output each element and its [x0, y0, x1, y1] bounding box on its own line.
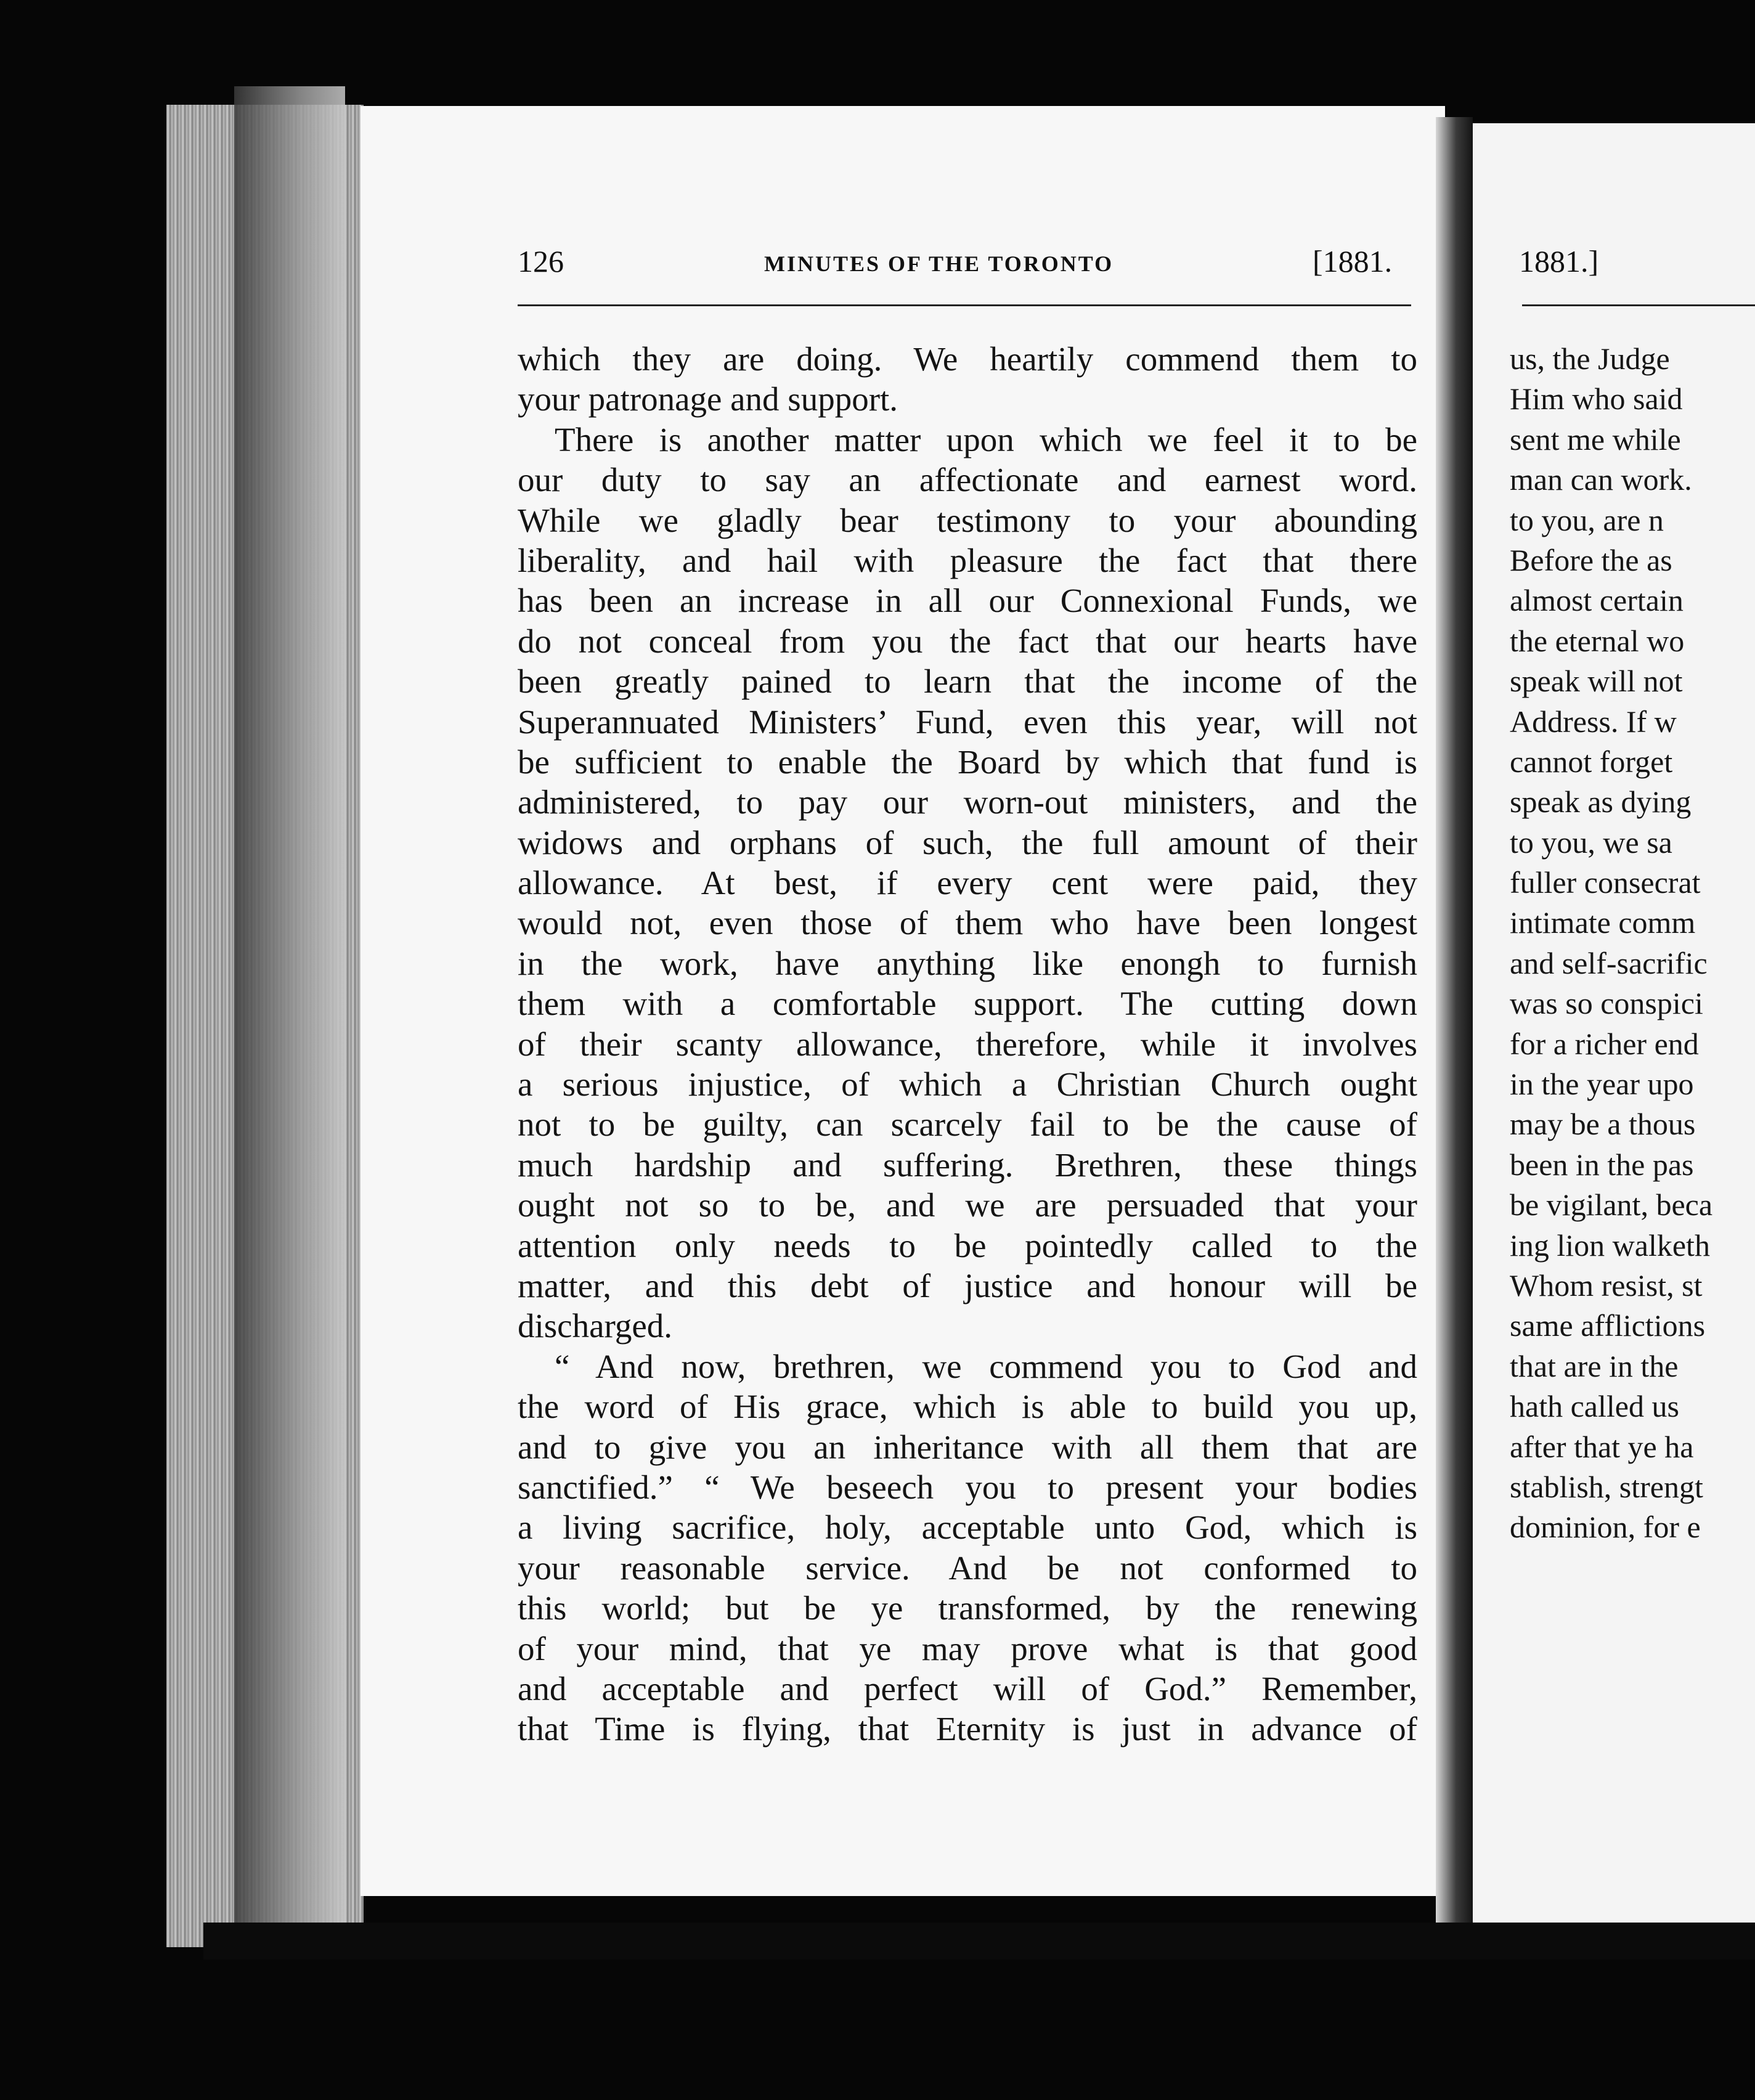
- text-line: your reasonable service. And be not conformed to: [518, 1549, 1417, 1587]
- text-line: widows and orphans of such, the full amount of their: [518, 823, 1417, 861]
- text-line: that Time is flying, that Eternity is just in advance of: [518, 1710, 1417, 1748]
- running-year-right: 1881.]: [1519, 244, 1599, 279]
- text-line: ought not so to be, and we are persuaded that your: [518, 1186, 1417, 1224]
- text-line: this world; but be ye transformed, by the renewing: [518, 1589, 1417, 1627]
- right-page-body: [1510, 339, 1755, 1548]
- text-line: cannot forget: [1510, 744, 1673, 779]
- text-line: and self-sacrific: [1510, 945, 1708, 980]
- text-line: administered, to pay our worn-out ministers, and the: [518, 783, 1417, 821]
- text-line: hath called us: [1510, 1389, 1679, 1424]
- text-line: to you, are n: [1510, 502, 1664, 537]
- text-line: matter, and this debt of justice and honour will be: [518, 1266, 1417, 1304]
- text-line: intimate comm: [1510, 905, 1696, 940]
- text-line: in the year upo: [1510, 1067, 1694, 1102]
- text-line: to you, we sa: [1510, 824, 1672, 860]
- text-line: been in the pas: [1510, 1147, 1694, 1182]
- text-line: liberality, and hail with pleasure the fact that there: [518, 541, 1417, 579]
- text-line: which they are doing. We heartily commend them to: [518, 340, 1417, 378]
- text-line: sanctified.” “ We beseech you to present your bodies: [518, 1468, 1417, 1506]
- text-line: stablish, strengt: [1510, 1469, 1703, 1504]
- text-line: our duty to say an affectionate and earnest word.: [518, 461, 1417, 499]
- text-line: the eternal wo: [1510, 623, 1685, 658]
- text-line: been greatly pained to learn that the income of the: [518, 662, 1417, 701]
- text-line: much hardship and suffering. Brethren, these things: [518, 1146, 1417, 1184]
- running-year-left: [1881.: [1313, 244, 1393, 279]
- header-rule-right: [1522, 304, 1755, 306]
- text-line: man can work.: [1510, 462, 1692, 497]
- text-line: ing lion walketh: [1510, 1227, 1710, 1263]
- text-line: Whom resist, st: [1510, 1268, 1703, 1303]
- text-line: in the work, have anything like enongh to furnish: [518, 944, 1417, 982]
- text-line: allowance. At best, if every cent were paid, they: [518, 864, 1417, 902]
- text-line: of their scanty allowance, therefore, while it involves: [518, 1025, 1417, 1063]
- text-line: was so conspici: [1510, 986, 1703, 1021]
- text-line: same afflictions: [1510, 1308, 1706, 1343]
- text-line: dominion, for e: [1510, 1510, 1701, 1545]
- text-line: do not conceal from you the fact that our hearts have: [518, 622, 1417, 660]
- text-line: sent me while: [1510, 421, 1681, 457]
- text-line: a serious injustice, of which a Christian Church ought: [518, 1065, 1417, 1104]
- text-line: Before the as: [1510, 542, 1672, 577]
- text-line: speak will not: [1510, 664, 1683, 699]
- text-line: There is another matter upon which we feel it to be: [555, 420, 1417, 458]
- page-edge-shadow: [234, 86, 345, 1941]
- text-line: and to give you an inheritance with all them that are: [518, 1428, 1417, 1466]
- text-line: attention only needs to be pointedly called to the: [518, 1226, 1417, 1264]
- left-page-body: [518, 339, 1417, 1749]
- text-line: and acceptable and perfect will of God.” Remember,: [518, 1669, 1417, 1707]
- text-line: not to be guilty, can scarcely fail to be the cause of: [518, 1105, 1417, 1144]
- text-line: While we gladly bear testimony to your abounding: [518, 501, 1417, 539]
- text-line: speak as dying: [1510, 784, 1692, 820]
- text-line: discharged.: [518, 1307, 672, 1345]
- book-gutter: [1436, 117, 1473, 1929]
- page-number: 126: [518, 244, 564, 279]
- text-line: has been an increase in all our Connexional Funds, we: [518, 582, 1417, 620]
- text-line: for a richer end: [1510, 1026, 1699, 1061]
- text-line: would not, even those of them who have been longest: [518, 904, 1417, 942]
- text-line: the word of His grace, which is able to build you up,: [518, 1388, 1417, 1426]
- text-line: Superannuated Ministers’ Fund, even this year, will not: [518, 702, 1417, 741]
- text-line: “ And now, brethren, we commend you to God and: [555, 1347, 1417, 1385]
- text-line: us, the Judge: [1510, 341, 1670, 376]
- text-line: them with a comfortable support. The cutting down: [518, 985, 1417, 1023]
- text-line: your patronage and support.: [518, 380, 898, 418]
- text-line: Him who said: [1510, 381, 1683, 417]
- text-line: almost certain: [1510, 583, 1684, 618]
- text-line: be sufficient to enable the Board by which that fund is: [518, 743, 1417, 781]
- text-line: fuller consecrat: [1510, 865, 1701, 900]
- text-line: a living sacrifice, holy, acceptable unto God, which is: [518, 1508, 1417, 1547]
- text-line: that are in the: [1510, 1348, 1679, 1383]
- text-line: Address. If w: [1510, 704, 1677, 739]
- header-rule-left: [518, 304, 1411, 306]
- text-line: after that ye ha: [1510, 1429, 1694, 1464]
- text-line: of your mind, that ye may prove what is that good: [518, 1629, 1417, 1667]
- text-line: may be a thous: [1510, 1107, 1696, 1142]
- running-title: MINUTES OF THE TORONTO: [764, 251, 1114, 276]
- bottom-shadow: [203, 1923, 1755, 1960]
- text-line: be vigilant, beca: [1510, 1187, 1713, 1223]
